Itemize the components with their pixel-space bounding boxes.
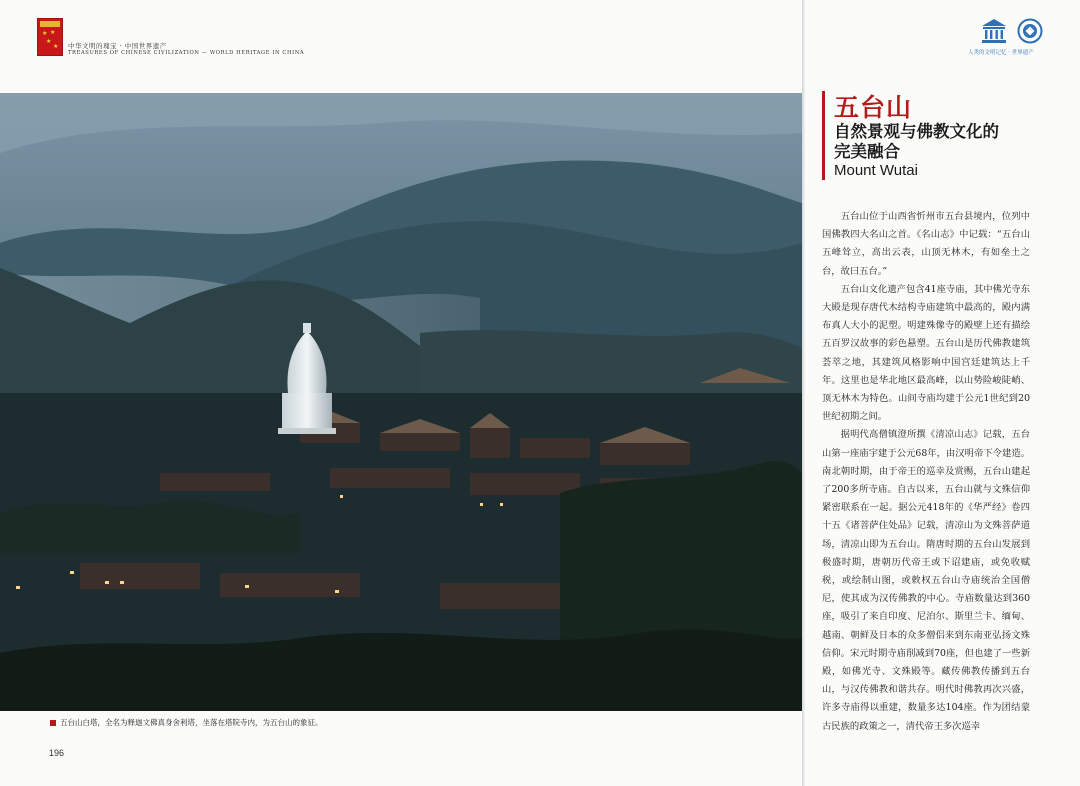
world-heritage-emblem-icon [1017, 18, 1043, 44]
article-title-en: Mount Wutai [834, 162, 918, 179]
world-heritage-label: 人类的文明记忆 · 世界遗产 [968, 50, 1034, 56]
article-title-cn: 五台山 [834, 93, 913, 122]
body-paragraph: 五台山文化遗产包含41座寺庙，其中佛光寺东大殿是现存唐代木结构寺庙建筑中最高的，殿内满布真人大小的泥塑。明建殊像寺的殿壁上还有描绘五百罗汉故事的彩色悬塑。五台山是历代佛教建筑荟萃之地，其建筑风格影响中国宫廷建筑达上千年。这里也是华北地区最高峰，以山势险峻陡峭、顶无林木为特色。山间寺庙均建于公元1世纪到20世纪初期之间。 [822, 283, 1030, 423]
subtitle-line-2: 完美融合 [834, 142, 900, 161]
photo-caption [50, 717, 323, 728]
mount-wutai-photo [0, 93, 802, 711]
series-title-cn: 中华文明的瑰宝 · 中国世界遗产 [68, 42, 167, 50]
series-logo-icon: ★ ★ ★ ★ [37, 18, 63, 56]
caption-text: 五台山白塔，全名为释迦文佛真身舍利塔，坐落在塔院寺内，为五台山的象征。 [60, 718, 323, 727]
body-paragraph: 据明代高僧镇澄所撰《清凉山志》记载，五台山第一座庙宇建于公元68年，由汉明帝下令建造。南北朝时期，由于帝王的巡幸及赏赐，五台山建起了200多所寺庙。自古以来，五台山就与文殊信仰紧密联系在一起。据公元418年的《华严经》卷四十五《诸菩萨住处品》记载，清凉山为文殊菩萨道场，清凉山即为五台山。隋唐时期的五台山发展到极盛时期，唐朝历代帝王或下诏建庙，或免收赋税，或绘制山图，或敕权五台山寺庙统治全国僧尼，使其成为汉传佛教的中心。寺庙数量达到360座，吸引了来自印度、尼泊尔、斯里兰卡、缅甸、越南、朝鲜及日本的众多僧侣来到东南亚弘扬文殊信仰。宋元时期寺庙削减到70座，但也建了一些新殿，如佛光寺、文殊殿等。藏传佛教传播到五台山，与汉传佛教和谐共存。明代时佛教再次兴盛，许多寺庙得以重建，数量多达104座。作为团结蒙古民族的政策之一，清代帝王多次巡幸 [822, 429, 1030, 732]
article-subtitle [834, 122, 999, 162]
unesco-temple-icon [980, 18, 1008, 44]
body-paragraph: 五台山位于山西省忻州市五台县境内，位列中国佛教四大名山之首。《名山志》中记载：“五台山五峰耸立，高出云表，山顶无林木，有如垒土之台，故曰五台。” [822, 211, 1030, 277]
subtitle-line-1: 自然景观与佛教文化的 [834, 122, 999, 141]
right-page [805, 0, 1080, 786]
article-body [822, 208, 1030, 736]
title-accent-bar [822, 91, 825, 180]
series-title-en: TREASURES OF CHINESE CIVILIZATION — WORLD HERITAGE IN CHINA [68, 50, 305, 56]
caption-bullet-icon [50, 720, 56, 726]
page-number: 196 [49, 748, 65, 758]
